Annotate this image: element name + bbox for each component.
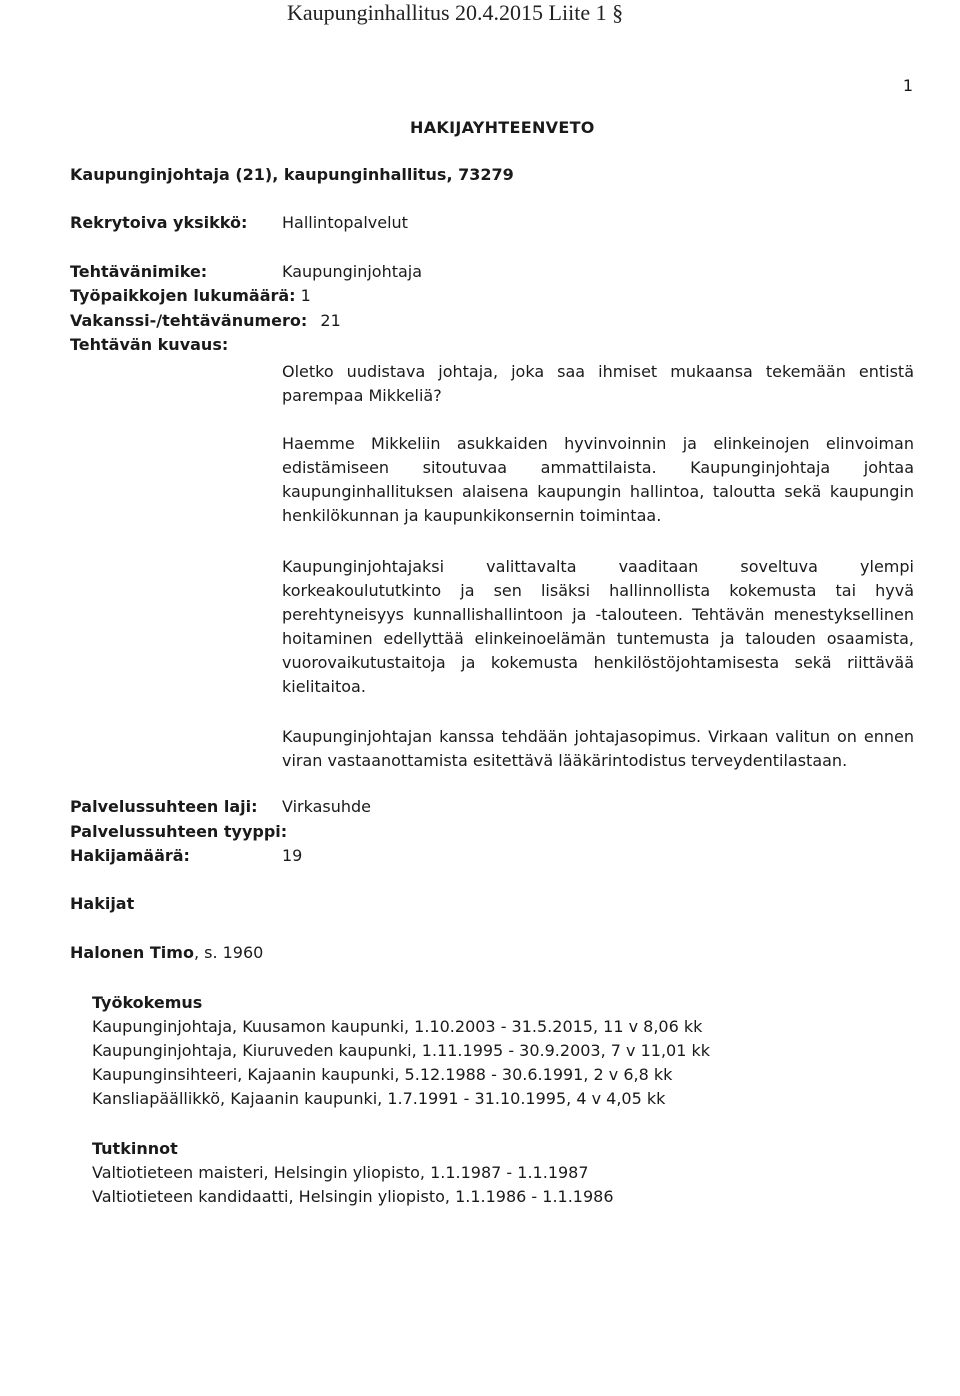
document-title: HAKIJAYHTEENVETO [410,118,595,137]
positions-value: 1 [300,286,311,305]
applicants-count-label: Hakijamäärä: [70,846,190,865]
description-paragraph-1: Oletko uudistava johtaja, joka saa ihmiset mukaansa tekemään entistä parempaa Mikkeliä? [282,362,914,405]
description-paragraph-2: Haemme Mikkeliin asukkaiden hyvinvoinnin ja elinkeinojen elinvoiman edistämiseen sitoutuvaa ammattilaista. Kaupunginjohtaja johtaa kaupunginhallituksen alaisena kaupungin hallintoa, taloutta sekä kaupungin henkilökunnan ja kaupunkikonsernin toimintaa. [282,434,914,525]
description-label: Tehtävän kuvaus: [70,335,229,354]
employment-type-value: Virkasuhde [282,797,372,816]
vacancy-label: Vakanssi-/tehtävänumero: [70,311,308,330]
experience-item: Kaupunginjohtaja, Kuusamon kaupunki, 1.10.2003 - 31.5.2015, 11 v 8,06 kk [92,1017,703,1036]
positions-row [70,286,311,305]
applicant-name-row [70,943,263,962]
position-title: Kaupunginjohtaja (21), kaupunginhallitus, 73279 [70,165,514,184]
description-paragraph-3: Kaupunginjohtajaksi valittavalta vaaditaan soveltuva ylempi korkeakoulututkinto ja sen lisäksi hallinnollista kokemusta tai hyvä perehtyneisyys kunnallishallintoon ja -talouteen. Tehtävän menestyksellinen hoitaminen edellyttää elinkeinoelämän tuntemusta ja talouden osaamista, vuorovaikutustaitoja ja kokemusta henkilöstöjohtamisesta sekä riittävää kielitaitoa. [282,557,914,696]
meeting-stamp: Kaupunginhallitus 20.4.2015 Liite 1 § [287,0,624,25]
applicants-heading: Hakijat [70,894,135,913]
job-title-label: Tehtävänimike: [70,262,208,281]
experience-item: Kaupunginsihteeri, Kajaanin kaupunki, 5.12.1988 - 30.6.1991, 2 v 6,8 kk [92,1065,673,1084]
experience-section [92,991,710,1111]
experience-item: Kaupunginjohtaja, Kiuruveden kaupunki, 1.11.1995 - 30.9.2003, 7 v 11,01 kk [92,1041,711,1060]
job-title-value: Kaupunginjohtaja [282,262,423,281]
applicant-name: Halonen Timo [70,943,194,962]
education-item: Valtiotieteen maisteri, Helsingin yliopisto, 1.1.1987 - 1.1.1987 [92,1163,589,1182]
vacancy-row [70,311,341,330]
applicant-birth-year: , s. 1960 [193,943,264,962]
applicants-count-value: 19 [282,846,303,865]
experience-item: Kansliapäällikkö, Kajaanin kaupunki, 1.7.1991 - 31.10.1995, 4 v 4,05 kk [92,1089,666,1108]
experience-heading: Työkokemus [92,993,203,1012]
positions-label: Työpaikkojen lukumäärä: [70,286,296,305]
recruiting-unit-label: Rekrytoiva yksikkö: [70,213,248,232]
vacancy-value: 21 [320,311,341,330]
page-number: 1 [902,76,913,95]
education-heading: Tutkinnot [92,1139,178,1158]
recruiting-unit-value: Hallintopalvelut [282,213,408,232]
education-section [92,1137,614,1209]
employment-type-label: Palvelussuhteen laji: [70,797,258,816]
education-item: Valtiotieteen kandidaatti, Helsingin yliopisto, 1.1.1986 - 1.1.1986 [92,1187,614,1206]
description-paragraph-4: Kaupunginjohtajan kanssa tehdään johtajasopimus. Virkaan valitun on ennen viran vastaanottamista esitettävä lääkärintodistus terveydentilastaan. [282,727,914,770]
employment-kind-label: Palvelussuhteen tyyppi: [70,822,288,841]
